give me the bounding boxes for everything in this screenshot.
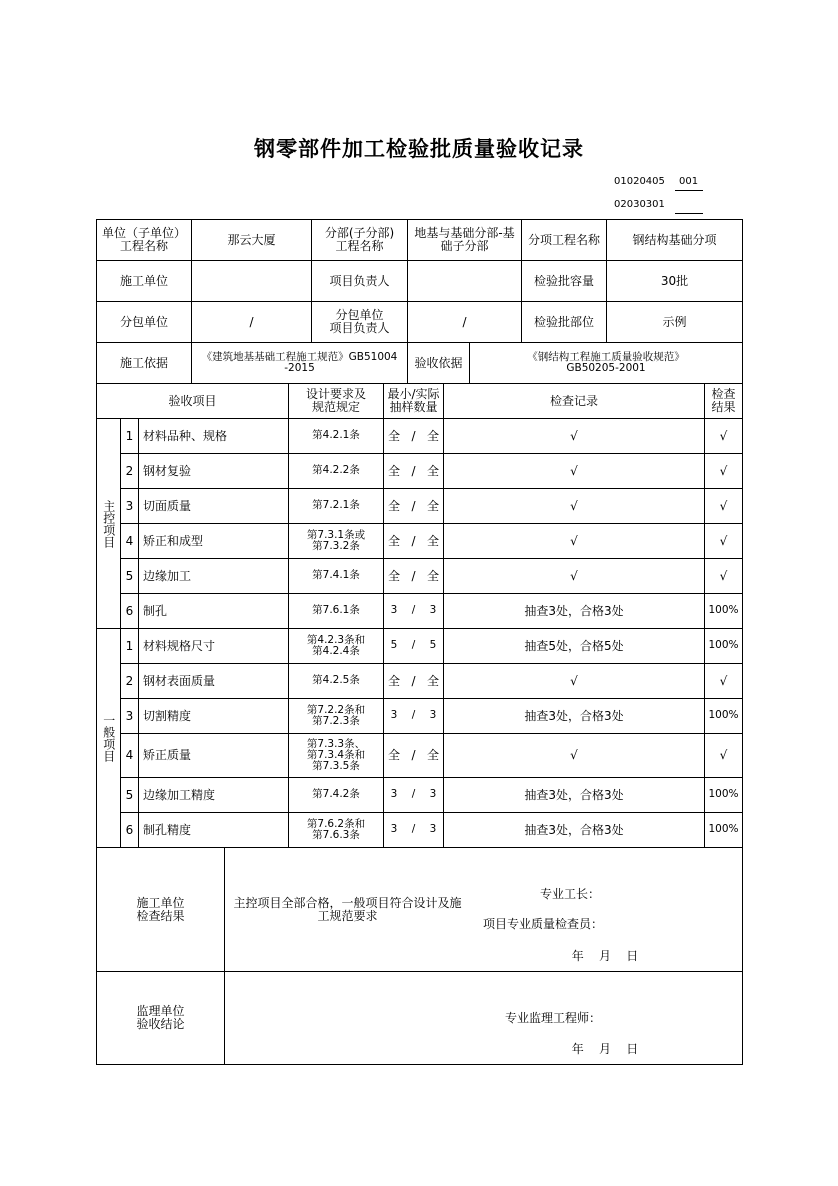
check-result: 100% xyxy=(708,823,739,836)
row-number: 2 xyxy=(125,463,134,478)
item-name: 制孔精度 xyxy=(143,822,192,837)
item-name: 切面质量 xyxy=(143,498,192,513)
contractor-label: 施工单位 xyxy=(119,273,168,288)
sample-min: 全 xyxy=(387,748,400,763)
batch-part-value: 示例 xyxy=(662,314,687,329)
check-record: √ xyxy=(570,568,578,583)
sample-separator: / xyxy=(411,788,416,801)
constructor-check-label: 施工单位 检查结果 xyxy=(136,895,185,923)
sample-actual: 全 xyxy=(426,498,439,513)
batch-capacity-value: 30批 xyxy=(660,273,689,288)
constructor-check-result: 主控项目全部合格，一般项目符合设计及施 工规范要求 xyxy=(233,896,462,923)
sample-separator: / xyxy=(411,709,416,722)
subcontractor-value: / xyxy=(249,314,254,329)
sample-separator: / xyxy=(411,604,416,617)
sample-actual: 5 xyxy=(429,639,437,652)
column-header-sample: 最小/实际 抽样数量 xyxy=(387,387,440,414)
batch-serial: 001 xyxy=(679,176,699,187)
batch-part-label: 检验批部位 xyxy=(533,314,594,329)
check-record: √ xyxy=(570,673,578,688)
item-name: 材料品种、规格 xyxy=(143,428,228,443)
supervisor-date: 年 月 日 xyxy=(571,1041,639,1056)
sample-actual: 全 xyxy=(426,748,439,763)
item-name: 材料规格尺寸 xyxy=(143,638,216,653)
check-record: √ xyxy=(570,428,578,443)
construction-basis-value: 《建筑地基基础工程施工规范》GB51004 -2015 xyxy=(201,350,398,374)
division-name-value: 地基与基础分部-基 础子分部 xyxy=(414,226,515,253)
unit-name-label: 单位（子单位） 工程名称 xyxy=(101,226,186,253)
item-spec: 第7.6.1条 xyxy=(312,604,360,617)
column-header-record: 检查记录 xyxy=(549,393,598,408)
check-result: √ xyxy=(719,673,728,688)
sample-min: 全 xyxy=(387,428,400,443)
item-spec: 第4.2.1条 xyxy=(312,429,360,442)
row-number: 4 xyxy=(125,533,134,548)
subitem-name-value: 钢结构基础分项 xyxy=(632,232,717,247)
subcontractor-label: 分包单位 xyxy=(119,314,168,329)
supervisor-engineer-signature-label: 专业监理工程师： xyxy=(505,1010,602,1025)
acceptance-basis-value: 《钢结构工程施工质量验收规范》 GB50205-2001 xyxy=(527,350,685,374)
sample-separator: / xyxy=(411,533,416,548)
construction-basis-label: 施工依据 xyxy=(119,355,168,370)
check-record: √ xyxy=(570,533,578,548)
row-number: 6 xyxy=(125,822,134,837)
sub-pm-label: 分包单位 项目负责人 xyxy=(329,308,390,335)
acceptance-basis-label: 验收依据 xyxy=(414,355,463,370)
check-record: √ xyxy=(570,463,578,478)
column-header-item: 验收项目 xyxy=(168,393,217,408)
check-result: √ xyxy=(719,463,728,478)
item-name: 钢材复验 xyxy=(143,463,192,478)
check-result: 100% xyxy=(708,639,739,652)
check-result: √ xyxy=(719,533,728,548)
row-number: 4 xyxy=(125,748,134,763)
sample-separator: / xyxy=(411,673,416,688)
contractor-value xyxy=(192,261,311,301)
row-number: 1 xyxy=(125,428,134,443)
check-record: 抽查3处，合格3处 xyxy=(524,708,624,723)
item-name: 矫正质量 xyxy=(143,748,192,763)
item-spec: 第4.2.3条和 第4.2.4条 xyxy=(306,633,366,657)
sample-separator: / xyxy=(411,568,416,583)
check-record: 抽查3处，合格3处 xyxy=(524,822,624,837)
sample-separator: / xyxy=(411,463,416,478)
project-manager-value xyxy=(408,261,521,301)
item-spec: 第7.4.1条 xyxy=(312,569,360,582)
sample-separator: / xyxy=(411,428,416,443)
item-name: 矫正和成型 xyxy=(143,533,204,548)
sample-actual: 全 xyxy=(426,463,439,478)
sample-min: 3 xyxy=(390,823,398,836)
foreman-signature-label: 专业工长： xyxy=(540,886,601,901)
check-result: 100% xyxy=(708,604,739,617)
sample-separator: / xyxy=(411,639,416,652)
sample-actual: 3 xyxy=(429,709,437,722)
unit-name-value: 那云大厦 xyxy=(227,232,276,247)
sub-pm-value: / xyxy=(462,314,467,329)
row-number: 6 xyxy=(125,603,134,618)
sample-separator: / xyxy=(411,498,416,513)
item-spec: 第7.3.1条或 第7.3.2条 xyxy=(306,528,366,552)
check-result: √ xyxy=(719,498,728,513)
item-spec: 第7.6.2条和 第7.6.3条 xyxy=(306,817,366,841)
check-record: 抽查3处，合格3处 xyxy=(524,787,624,802)
item-name: 边缘加工 xyxy=(143,568,192,583)
item-name: 钢材表面质量 xyxy=(143,673,216,688)
sample-separator: / xyxy=(411,748,416,763)
check-record: √ xyxy=(570,748,578,763)
sample-actual: 3 xyxy=(429,604,437,617)
sample-actual: 全 xyxy=(426,533,439,548)
sample-min: 全 xyxy=(387,533,400,548)
sample-min: 5 xyxy=(390,639,398,652)
subitem-code: 02030301 xyxy=(614,199,665,210)
subitem-name-label: 分项工程名称 xyxy=(527,232,600,247)
check-result: √ xyxy=(719,748,728,763)
check-result: 100% xyxy=(708,709,739,722)
page-title: 钢零部件加工检验批质量验收记录 xyxy=(254,136,584,161)
supervisor-conclusion-label: 监理单位 验收结论 xyxy=(136,1004,185,1031)
constructor-date: 年 月 日 xyxy=(571,948,639,963)
main-control-items-label: 主控项目 xyxy=(101,499,116,548)
check-result: √ xyxy=(719,428,728,443)
row-number: 3 xyxy=(125,498,134,513)
item-spec: 第7.2.2条和 第7.2.3条 xyxy=(306,703,366,727)
sample-min: 3 xyxy=(390,788,398,801)
sample-min: 全 xyxy=(387,673,400,688)
check-record: √ xyxy=(570,498,578,513)
item-name: 切割精度 xyxy=(143,708,192,723)
row-number: 5 xyxy=(125,568,134,583)
row-number: 3 xyxy=(125,708,134,723)
check-record: 抽查5处，合格5处 xyxy=(524,638,624,653)
row-number: 2 xyxy=(125,673,134,688)
column-header-result: 检查 结果 xyxy=(711,387,736,414)
item-spec: 第4.2.2条 xyxy=(312,464,360,477)
check-result: √ xyxy=(719,568,728,583)
batch-code: 01020405 xyxy=(614,176,665,187)
batch-capacity-label: 检验批容量 xyxy=(533,273,594,288)
sample-min: 3 xyxy=(390,604,398,617)
column-header-spec: 设计要求及 规范规定 xyxy=(305,387,366,414)
check-record: 抽查3处，合格3处 xyxy=(524,603,624,618)
sample-actual: 全 xyxy=(426,568,439,583)
sample-min: 全 xyxy=(387,498,400,513)
sample-separator: / xyxy=(411,823,416,836)
division-name-label: 分部(子分部) 工程名称 xyxy=(324,226,395,253)
row-number: 5 xyxy=(125,787,134,802)
sample-actual: 全 xyxy=(426,673,439,688)
item-name: 制孔 xyxy=(143,603,168,618)
sample-min: 3 xyxy=(390,709,398,722)
item-name: 边缘加工精度 xyxy=(143,787,216,802)
sample-actual: 3 xyxy=(429,788,437,801)
item-spec: 第7.3.3条、 第7.3.4条和 第7.3.5条 xyxy=(306,737,366,772)
item-spec: 第4.2.5条 xyxy=(312,674,360,687)
row-number: 1 xyxy=(125,638,134,653)
sample-actual: 3 xyxy=(429,823,437,836)
sample-actual: 全 xyxy=(426,428,439,443)
general-items-label: 一般项目 xyxy=(101,714,116,762)
sample-min: 全 xyxy=(387,463,400,478)
check-result: 100% xyxy=(708,788,739,801)
project-manager-label: 项目负责人 xyxy=(329,273,390,288)
quality-inspector-signature-label: 项目专业质量检查员： xyxy=(483,916,604,931)
item-spec: 第7.2.1条 xyxy=(312,499,360,512)
sample-min: 全 xyxy=(387,568,400,583)
item-spec: 第7.4.2条 xyxy=(312,788,360,801)
